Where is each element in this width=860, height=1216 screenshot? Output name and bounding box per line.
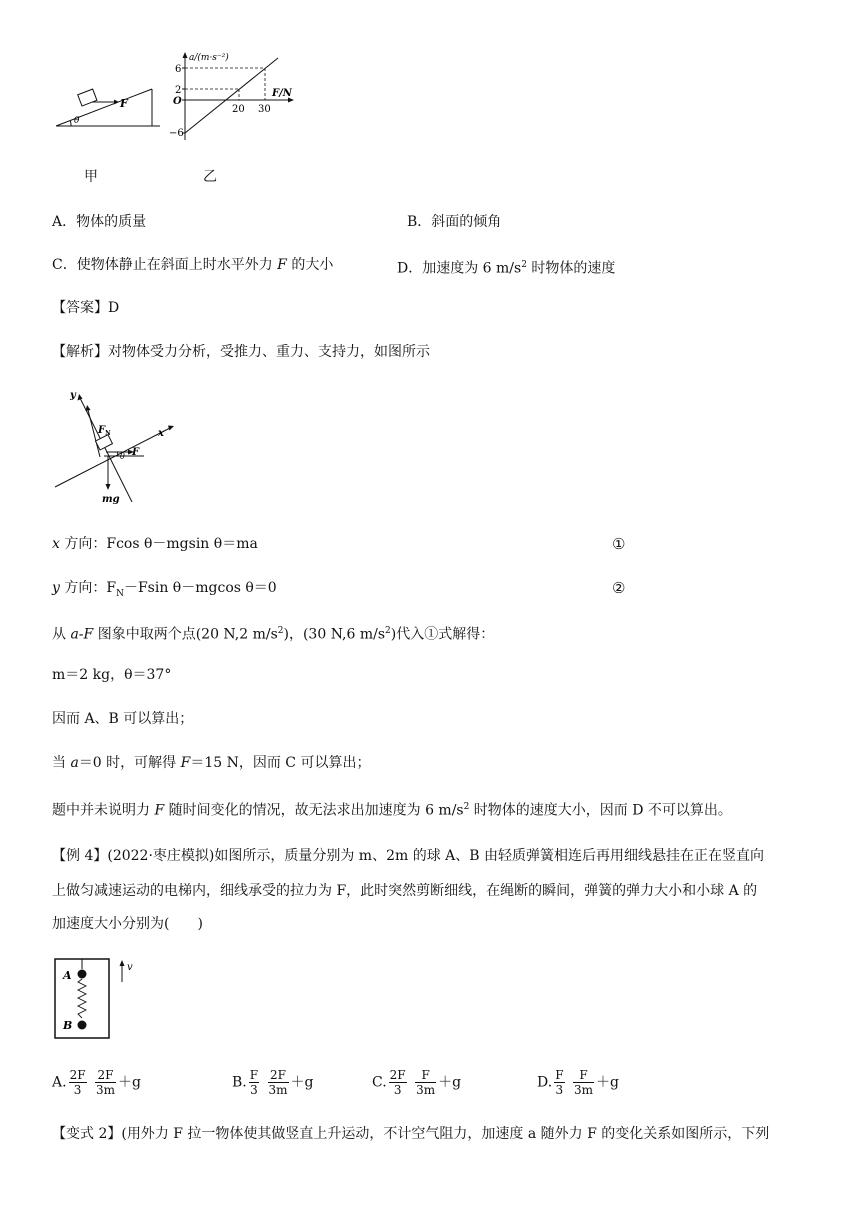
example4-line2: 上做匀减速运动的电梯内，细线承受的拉力为 F，此时突然剪断细线，在绳断的瞬间，弹簧的弹力大小和小球 A 的 <box>52 883 758 899</box>
option-a: A．物体的质量 <box>52 214 147 230</box>
force-diagram <box>52 384 182 506</box>
gravity-label: mg <box>102 494 120 505</box>
origin-label: O <box>173 96 182 107</box>
incline-figure <box>52 80 167 136</box>
velocity-label: v <box>127 962 133 973</box>
x-tick-20: 20 <box>232 104 245 115</box>
figure-label-jia: 甲 <box>84 169 98 185</box>
equation-y: y 方向：$F_N-Fsin$ θ－mgcos θ＝0 <box>52 580 277 599</box>
conclusion-c: 当 a＝0 时，可解得 F＝15 N，因而 C 可以算出； <box>52 755 371 771</box>
option2-d: D. $\frac{F}{3}$ $\frac{F}{3m}$ ＋g <box>537 1068 619 1097</box>
y-axis-label: y <box>70 390 76 401</box>
example4-line3: 加速度大小分别为( ) <box>52 916 203 932</box>
x-axis-label: F/N <box>272 88 292 99</box>
a-f-graph <box>160 48 310 152</box>
conclusion-d: 题中并未说明力 F 随时间变化的情况，故无法求出加速度为 6 $m/s^2$ 时物体的速度大小，因而 D 不可以算出。 <box>52 802 732 819</box>
option-d: D．加速度为 6 $m/s^2$ 时物体的速度 <box>397 260 616 277</box>
elevator-figure <box>52 956 142 1042</box>
equation-x: x 方向：Fcos θ－mgsin θ＝ma <box>52 536 258 552</box>
y-tick-2: 2 <box>175 85 182 96</box>
y-tick-neg6: −6 <box>169 128 184 139</box>
push-force-label: F <box>132 447 140 458</box>
y-tick-6: 6 <box>175 64 182 75</box>
option2-c: C. $\frac{2F}{3}$ $\frac{F}{3m}$ ＋g <box>372 1068 462 1097</box>
equation-x-mark: ① <box>612 535 626 553</box>
analysis-line: 【解析】对物体受力分析，受推力、重力、支持力，如图所示 <box>52 344 430 360</box>
ball-a-label: A <box>63 969 72 982</box>
x-tick-30: 30 <box>258 104 271 115</box>
theta-label: θ <box>74 116 80 126</box>
option-c: C．使物体静止在斜面上时水平外力 F 的大小 <box>52 257 334 273</box>
force-f-label: F <box>120 97 128 110</box>
answer-line: 【答案】D <box>52 300 120 316</box>
normal-force-label: $F_N$ <box>98 425 111 437</box>
option2-b: B. $\frac{F}{3}$ $\frac{2F}{3m}$ ＋g <box>232 1068 314 1097</box>
example4-line1: 【例 4】(2022·枣庄模拟)如图所示，质量分别为 m、2m 的球 A、B 由轻质弹簧相连后再用细线悬挂在正在竖直向 <box>52 848 765 864</box>
ball-b-label: B <box>63 1019 73 1032</box>
option2-a: A. $\frac{2F}{3}$ $\frac{2F}{3m}$ ＋g <box>52 1068 141 1097</box>
equation-y-mark: ② <box>612 579 626 597</box>
result-line: m＝2 kg，θ＝37° <box>52 667 172 683</box>
option-b: B．斜面的倾角 <box>407 214 502 230</box>
x-axis-label: x <box>158 428 164 439</box>
conclusion-ab: 因而 A、B 可以算出； <box>52 711 194 727</box>
y-axis-label: a/(m·s⁻²) <box>189 53 229 63</box>
theta-label: θ <box>120 452 125 461</box>
points-line: 从 a-F 图象中取两个点(20 N,2 $m/s^2$)，(30 N,6 $m/s^2$)代入①式解得： <box>52 626 495 643</box>
variant2-line: 【变式 2】(用外力 F 拉一物体使其做竖直上升运动，不计空气阻力，加速度 a 随外力 F 的变化关系如图所示，下列 <box>52 1126 770 1142</box>
figure-label-yi: 乙 <box>203 169 217 185</box>
